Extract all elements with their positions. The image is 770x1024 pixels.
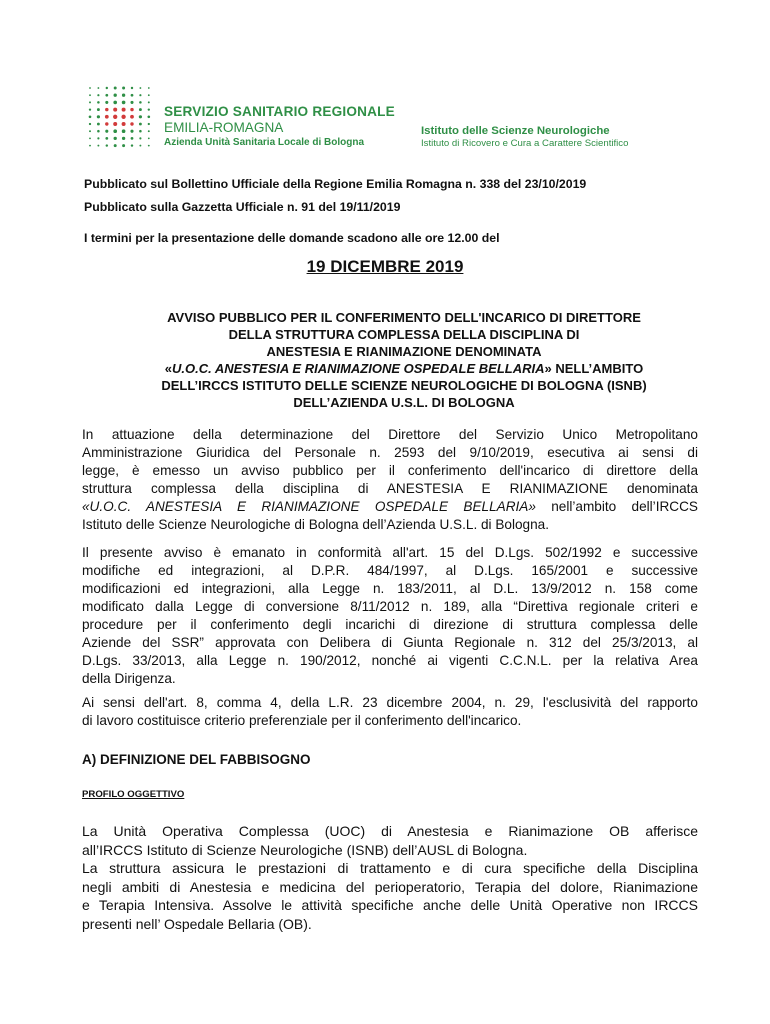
paragraph-line: procedure per il conferimento degli incarichi di direzione di struttura complessa delle [82,617,698,632]
paragraph-line [82,498,698,516]
logo-dot [148,123,150,125]
profilo-oggettivo-heading: PROFILO OGGETTIVO [82,789,185,800]
logo-dot [122,122,126,126]
logo-dot [97,108,100,111]
logo-dot [97,145,99,147]
paragraph-line: D.Lgs. 33/2013, alla Legge n. 190/2012, nonché ai vigenti C.C.N.L. per la relativa Area [82,653,698,668]
paragraph-line: di lavoro costituisce criterio preferenziale per il conferimento dell'incarico. [82,713,522,728]
paragraph-line: In attuazione della determinazione del Direttore del Servizio Unico Metropolitano [82,427,698,442]
logo-dot [130,115,134,119]
logo-dot [97,123,100,126]
title-line4 [0,360,770,377]
logo-dot [131,87,133,89]
logo-dot [89,145,91,147]
logo-dot [97,130,100,133]
ssr-logo [86,84,406,150]
section-a-heading: A) DEFINIZIONE DEL FABBISOGNO [82,752,311,767]
paragraph-exclusivity [82,694,698,730]
paragraph-line-rest: nell’ambito dell’IRCCS [535,499,698,514]
notice-title [0,309,770,411]
ssr-wordmark [164,104,395,150]
title-line3: ANESTESIA E RIANIMAZIONE DENOMINATA [266,344,542,359]
logo-dot [131,137,134,140]
logo-dot [148,94,150,96]
paragraph-uoc-description [82,822,698,933]
logo-dot [139,94,141,96]
logo-dot [114,144,117,147]
logo-dot [148,130,150,132]
paragraph-line: La Unità Operativa Complessa (UOC) di Anestesia e Rianimazione OB afferisce [82,823,698,839]
logo-dot [148,87,150,89]
logo-dot [105,101,108,104]
title-line2: DELLA STRUTTURA COMPLESSA DELLA DISCIPLINA DI [228,327,580,342]
title-line6: DELL’AZIENDA U.S.L. DI BOLOGNA [293,395,515,410]
paragraph-line: negli ambiti di Anestesia e medicina del perioperatorio, Terapia del dolore, Rianimazione [82,878,698,895]
paragraph-line: presenti nell’ Ospedale Bellaria (OB). [82,915,312,932]
logo-dot [130,122,133,125]
logo-dot [89,101,91,103]
paragraph-legal-basis [82,544,698,688]
logo-dot [97,87,99,89]
logo-dot [139,145,141,147]
title-line1: AVVISO PUBBLICO PER IL CONFERIMENTO DELL'INCARICO DI DIRETTORE [167,310,641,325]
logo-dot [113,129,117,133]
logo-dot [114,94,117,97]
unit-name-italic: «U.O.C. ANESTESIA E RIANIMAZIONE OSPEDALE BELLARIA» [82,499,536,514]
ssr-dot-matrix-icon [86,84,156,150]
logo-dot [131,94,134,97]
logo-dot [89,138,91,140]
logo-dot [89,108,91,110]
logo-dot [148,145,150,147]
isnb-logo [421,124,628,150]
title-unit-name: U.O.C. ANESTESIA E RIANIMAZIONE OSPEDALE BELLARIA [172,361,545,376]
isnb-line1: Istituto delle Scienze Neurologiche [421,125,610,137]
logo-dot [122,129,126,133]
paragraph-line: modificazioni ed integrazioni, alla Legge n. 183/2011, al D.L. 13/9/2012 n. 158 come [82,581,698,596]
logo-dot [97,137,99,139]
ssr-line1: SERVIZIO SANITARIO REGIONALE [164,104,395,119]
logo-dot [139,101,142,104]
logo-dot [114,87,117,90]
logo-dot [122,87,125,90]
logo-dot [106,144,108,146]
logo-dot [105,108,108,111]
logo-dot [147,115,150,118]
logo-dot [113,115,117,119]
logo-dot [122,101,126,105]
title-open-quote: « [164,361,173,376]
paragraph-line: La struttura assicura le prestazioni di trattamento e di cura specifiche della Disciplina [82,860,698,876]
paragraph-line: Ai sensi dell'art. 8, comma 4, della L.R. 23 dicembre 2004, n. 29, l'esclusività del rapporto [82,695,698,710]
logo-dot [148,108,150,110]
paragraph-line: modifiche ed integrazioni, al D.P.R. 484/1997, al D.Lgs. 165/2001 e successive [82,563,698,578]
title-line5: DELL’IRCCS ISTITUTO DELLE SCIENZE NEUROLOGICHE DI BOLOGNA (ISNB) [161,378,647,393]
logo-dot [89,94,91,96]
paragraph-line: Aziende del SSR” approvata con Delibera di Giunta Regionale n. 312 del 25/3/2013, al [82,635,698,650]
logo-dot [148,138,150,140]
logo-dot [122,108,126,112]
paragraph-line: Istituto delle Scienze Neurologiche di Bologna dell’Azienda U.S.L. di Bologna. [82,517,550,532]
logo-dot [89,123,91,125]
logo-dot [105,137,108,140]
logo-dot [113,101,117,105]
logo-dot [106,87,108,89]
ssr-line3: Azienda Unità Sanitaria Locale di Bologna [164,137,365,148]
logo-dot [89,130,91,132]
logo-dot [148,101,150,103]
logo-dot [121,115,125,119]
logo-dot [130,130,133,133]
logo-dot [105,130,108,133]
paragraph-line: struttura complessa della disciplina di ANESTESIA E RIANIMAZIONE denominata [82,481,698,496]
logo-dot [139,108,142,111]
logo-dot [122,137,125,140]
title-line4-rest: » NELL’AMBITO [544,361,644,376]
logo-dot [105,115,109,119]
logo-dot [113,122,117,126]
logo-dot [122,94,125,97]
ssr-line2: EMILIA-ROMAGNA [164,120,284,135]
logo-dot [89,115,92,118]
logo-dot [113,108,117,112]
deadline-date: 19 DICEMBRE 2019 [306,257,464,276]
logo-dot [139,87,141,89]
paragraph-line: della Dirigenza. [82,671,176,686]
logo-dot [139,130,142,133]
logo-dot [130,108,133,111]
paragraph-line: Amministrazione Giuridica del Personale n. 2593 del 9/10/2019, esecutiva ai sensi di [82,445,698,460]
isnb-line2: Istituto di Ricovero e Cura a Carattere Scientifico [421,138,629,149]
deadline-intro: I termini per la presentazione delle domande scadono alle ore 12.00 del [84,231,500,245]
logo-dot [105,94,108,97]
logo-dot [131,144,133,146]
logo-dot [97,94,99,96]
paragraph-determination [82,426,698,534]
paragraph-line: modificato dalla Legge di conversione 8/11/2012 n. 189, alla “Direttiva regionale criteri e [82,599,698,614]
logo-dot [122,144,125,147]
logo-dot [139,115,142,118]
logo-dot [97,101,100,104]
logo-dot [139,123,142,126]
logo-dot [139,137,141,139]
paragraph-line: legge, è emesso un avviso pubblico per il conferimento dell'incarico di direttore della [82,463,698,478]
logo-dot [114,137,117,140]
logo-dot [89,87,91,89]
publication-gazzetta: Pubblicato sulla Gazzetta Ufficiale n. 91 del 19/11/2019 [84,200,401,214]
logo-dot [105,122,108,125]
paragraph-line: e Terapia Intensiva. Assolve le attività specifiche anche delle Unità Operative non IRCCS [82,897,698,913]
paragraph-line: Il presente avviso è emanato in conformità all'art. 15 del D.Lgs. 502/1992 e successive [82,545,698,560]
paragraph-line: all’IRCCS Istituto di Scienze Neurologiche (ISNB) dell’AUSL di Bologna. [82,841,528,858]
logo-dot [130,101,133,104]
logo-dot [97,115,100,118]
publication-bur: Pubblicato sul Bollettino Ufficiale della Regione Emilia Romagna n. 338 del 23/10/2019 [84,177,587,191]
